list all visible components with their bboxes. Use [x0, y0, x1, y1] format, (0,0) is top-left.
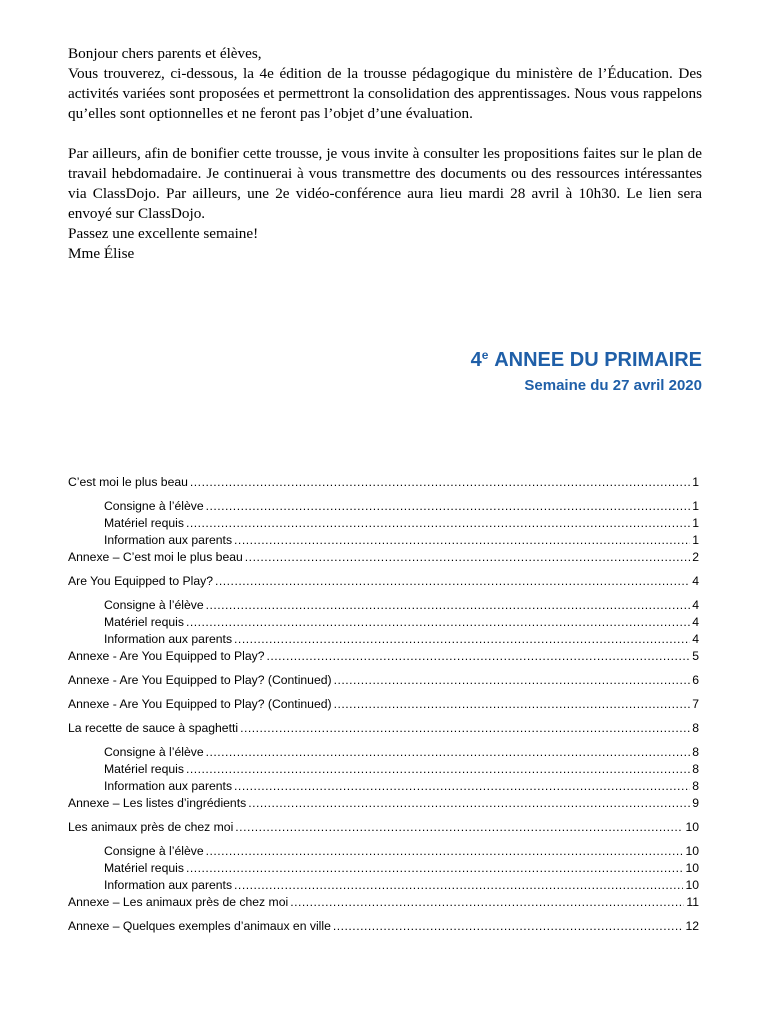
toc-entry[interactable]: [68, 696, 699, 713]
toc-entry-label: Annexe - Are You Equipped to Play? (Continued): [68, 673, 332, 687]
toc-page-number: 10: [685, 861, 699, 875]
toc-entry[interactable]: [68, 720, 699, 737]
toc-entry-label: Information aux parents: [104, 533, 233, 547]
toc-leader-dots: [186, 614, 690, 631]
toc-entry[interactable]: [68, 648, 699, 665]
toc-leader-dots: [234, 532, 690, 549]
toc-entry-label: Matériel requis: [104, 516, 184, 530]
toc-subentry[interactable]: [68, 778, 699, 795]
page-subtitle: Semaine du 27 avril 2020: [524, 377, 702, 394]
toc-entry-label: Information aux parents: [104, 632, 233, 646]
toc-page-number: 10: [685, 878, 699, 892]
toc-page-number: 8: [692, 762, 699, 776]
toc-page-number: 9: [692, 796, 699, 810]
toc-entry-label: Are You Equipped to Play?: [68, 574, 214, 588]
title-number: 4: [470, 349, 482, 371]
page-title: [471, 342, 702, 373]
toc-page-number: 4: [692, 615, 699, 629]
toc-leader-dots: [234, 631, 690, 648]
title-text: ANNEE DU PRIMAIRE: [494, 349, 702, 371]
toc-subentry[interactable]: [68, 498, 699, 515]
toc-leader-dots: [245, 549, 690, 566]
toc-entry[interactable]: [68, 795, 699, 812]
toc-subentry[interactable]: [68, 843, 699, 860]
toc-entry-label: Annexe – Les listes d’ingrédients: [68, 796, 247, 810]
toc-entry-label: Les animaux près de chez moi: [68, 820, 234, 834]
toc-entry-label: Consigne à l’élève: [104, 499, 204, 513]
toc-leader-dots: [334, 696, 691, 713]
toc-page-number: 4: [692, 632, 699, 646]
letter-signature: Mme Élise: [68, 245, 135, 262]
toc-page-number: 1: [692, 475, 699, 489]
toc-leader-dots: [206, 843, 684, 860]
toc-page-number: 1: [692, 516, 699, 530]
toc-entry[interactable]: [68, 573, 699, 590]
toc-entry[interactable]: [68, 819, 699, 836]
toc-leader-dots: [206, 744, 691, 761]
toc-subentry[interactable]: [68, 614, 699, 631]
toc-entry-label: Consigne à l’élève: [104, 598, 204, 612]
toc-page-number: 11: [686, 895, 699, 909]
letter-greeting: Bonjour chers parents et élèves,: [68, 45, 262, 62]
toc-page-number: 12: [685, 919, 699, 933]
toc-entry[interactable]: [68, 918, 699, 935]
toc-subentry[interactable]: [68, 515, 699, 532]
toc-entry-label: Annexe – C’est moi le plus beau: [68, 550, 243, 564]
letter-paragraph-2: Par ailleurs, afin de bonifier cette trousse, je vous invite à consulter les propositions faites sur le plan de travail hebdomadaire. Je continuerai à vous transmettre des documents ou des ressources intéressantes via ClassDojo. Par ailleurs, une 2e vidéo-conférence aura lieu mardi 28 avril à 10h30. Le lien sera envoyé sur ClassDojo.: [68, 145, 702, 222]
toc-entry-label: Matériel requis: [104, 615, 184, 629]
toc-entry-label: Information aux parents: [104, 779, 233, 793]
grade-heading: [471, 342, 702, 397]
toc-subentry[interactable]: [68, 761, 699, 778]
toc-leader-dots: [240, 720, 690, 737]
toc-entry-label: Information aux parents: [104, 878, 233, 892]
toc-entry[interactable]: [68, 549, 699, 566]
toc-entry[interactable]: [68, 894, 699, 911]
toc-page-number: 8: [692, 779, 699, 793]
toc-leader-dots: [234, 877, 683, 894]
letter-paragraph-1: Vous trouverez, ci-dessous, la 4e édition de la trousse pédagogique du ministère de l’Éducation. Des activités variées sont proposées et permettront la consolidation des apprentissages. Nous vous rappelons qu’elles sont optionnelles et ne feront pas l’objet d’une évaluation.: [68, 65, 702, 122]
toc-entry-label: Matériel requis: [104, 762, 184, 776]
toc-leader-dots: [334, 672, 691, 689]
toc-entry[interactable]: [68, 672, 699, 689]
toc-subentry[interactable]: [68, 597, 699, 614]
toc-page-number: 1: [692, 499, 699, 513]
toc-page-number: 1: [692, 533, 699, 547]
letter-to-parents: [68, 44, 702, 264]
toc-subentry[interactable]: [68, 744, 699, 761]
toc-leader-dots: [235, 819, 683, 836]
toc-page-number: 6: [692, 673, 699, 687]
toc-entry-label: Annexe - Are You Equipped to Play? (Continued): [68, 697, 332, 711]
toc-page-number: 8: [692, 721, 699, 735]
toc-page-number: 4: [692, 574, 699, 588]
toc-leader-dots: [190, 474, 690, 491]
toc-leader-dots: [186, 515, 690, 532]
toc-page-number: 4: [692, 598, 699, 612]
toc-entry-label: Matériel requis: [104, 861, 184, 875]
toc-leader-dots: [206, 498, 691, 515]
toc-leader-dots: [333, 918, 684, 935]
toc-leader-dots: [186, 860, 684, 877]
toc-page-number: 7: [692, 697, 699, 711]
toc-leader-dots: [206, 597, 691, 614]
toc-entry-label: La recette de sauce à spaghetti: [68, 721, 239, 735]
table-of-contents: [68, 474, 699, 935]
toc-subentry[interactable]: [68, 860, 699, 877]
toc-subentry[interactable]: [68, 532, 699, 549]
toc-leader-dots: [215, 573, 690, 590]
toc-entry-label: Annexe – Quelques exemples d’animaux en ville: [68, 919, 331, 933]
toc-entry-label: Annexe - Are You Equipped to Play?: [68, 649, 265, 663]
toc-page-number: 10: [685, 820, 699, 834]
toc-leader-dots: [186, 761, 690, 778]
toc-entry-label: Annexe – Les animaux près de chez moi: [68, 895, 289, 909]
toc-entry-label: Consigne à l’élève: [104, 745, 204, 759]
toc-entry-label: C’est moi le plus beau: [68, 475, 188, 489]
toc-page-number: 10: [685, 844, 699, 858]
toc-page-number: 5: [692, 649, 699, 663]
toc-leader-dots: [234, 778, 690, 795]
toc-leader-dots: [290, 894, 684, 911]
letter-closing: Passez une excellente semaine!: [68, 225, 259, 242]
toc-page-number: 2: [692, 550, 699, 564]
toc-leader-dots: [248, 795, 690, 812]
toc-page-number: 8: [692, 745, 699, 759]
toc-entry[interactable]: [68, 474, 699, 491]
toc-leader-dots: [267, 648, 691, 665]
toc-subentry[interactable]: [68, 877, 699, 894]
toc-subentry[interactable]: [68, 631, 699, 648]
title-superscript: e: [481, 348, 489, 362]
toc-entry-label: Consigne à l’élève: [104, 844, 204, 858]
